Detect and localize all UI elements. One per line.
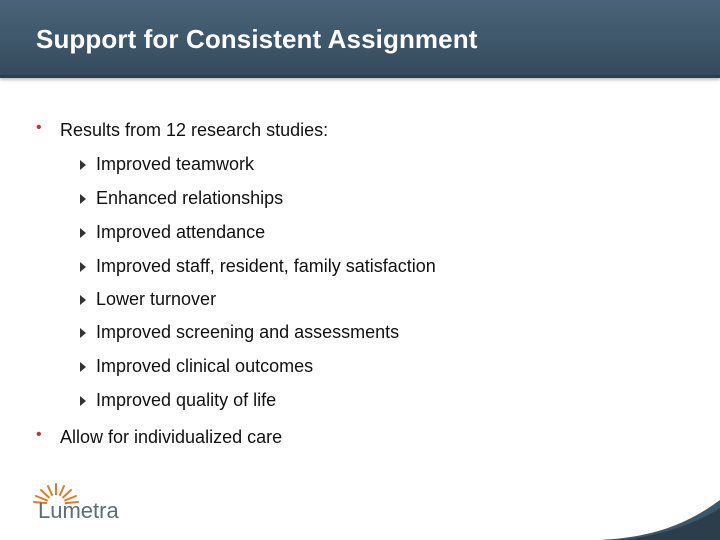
logo-text: Lumetra (38, 498, 119, 523)
sub-bullet-item (80, 289, 216, 310)
sub-bullet-item (80, 390, 276, 411)
sub-bullet-text: Improved clinical outcomes (96, 356, 314, 376)
triangle-bullet-icon (80, 396, 86, 406)
sub-bullet-text: Improved staff, resident, family satisfaction (96, 256, 436, 276)
sub-bullet-item (80, 322, 399, 343)
bullet-text: Results from 12 research studies: (60, 120, 329, 140)
sub-bullet-item (80, 356, 313, 377)
sub-bullet-item (80, 188, 283, 209)
slide-title: Support for Consistent Assignment (36, 24, 478, 54)
bullet-item (36, 427, 282, 448)
bullet-dot-icon: • (36, 425, 42, 443)
sub-bullet-text: Improved quality of life (96, 390, 277, 410)
sub-bullet-item (80, 222, 265, 243)
corner-swoosh-decoration (600, 500, 720, 540)
bullet-item (36, 120, 328, 141)
bullet-dot-icon: • (36, 118, 42, 136)
title-bar (0, 0, 720, 78)
triangle-bullet-icon (80, 160, 86, 170)
triangle-bullet-icon (80, 295, 86, 305)
triangle-bullet-icon (80, 228, 86, 238)
bullet-text: Allow for individualized care (60, 427, 283, 447)
sub-bullet-text: Improved teamwork (96, 154, 255, 174)
sub-bullet-text: Lower turnover (96, 289, 217, 309)
triangle-bullet-icon (80, 362, 86, 372)
sub-bullet-text: Improved attendance (96, 222, 266, 242)
sub-bullet-item (80, 256, 436, 277)
sub-bullet-text: Improved screening and assessments (96, 322, 400, 342)
sub-bullet-item (80, 154, 254, 175)
sub-bullet-text: Enhanced relationships (96, 188, 284, 208)
company-logo (12, 476, 132, 526)
triangle-bullet-icon (80, 328, 86, 338)
triangle-bullet-icon (80, 262, 86, 272)
triangle-bullet-icon (80, 194, 86, 204)
